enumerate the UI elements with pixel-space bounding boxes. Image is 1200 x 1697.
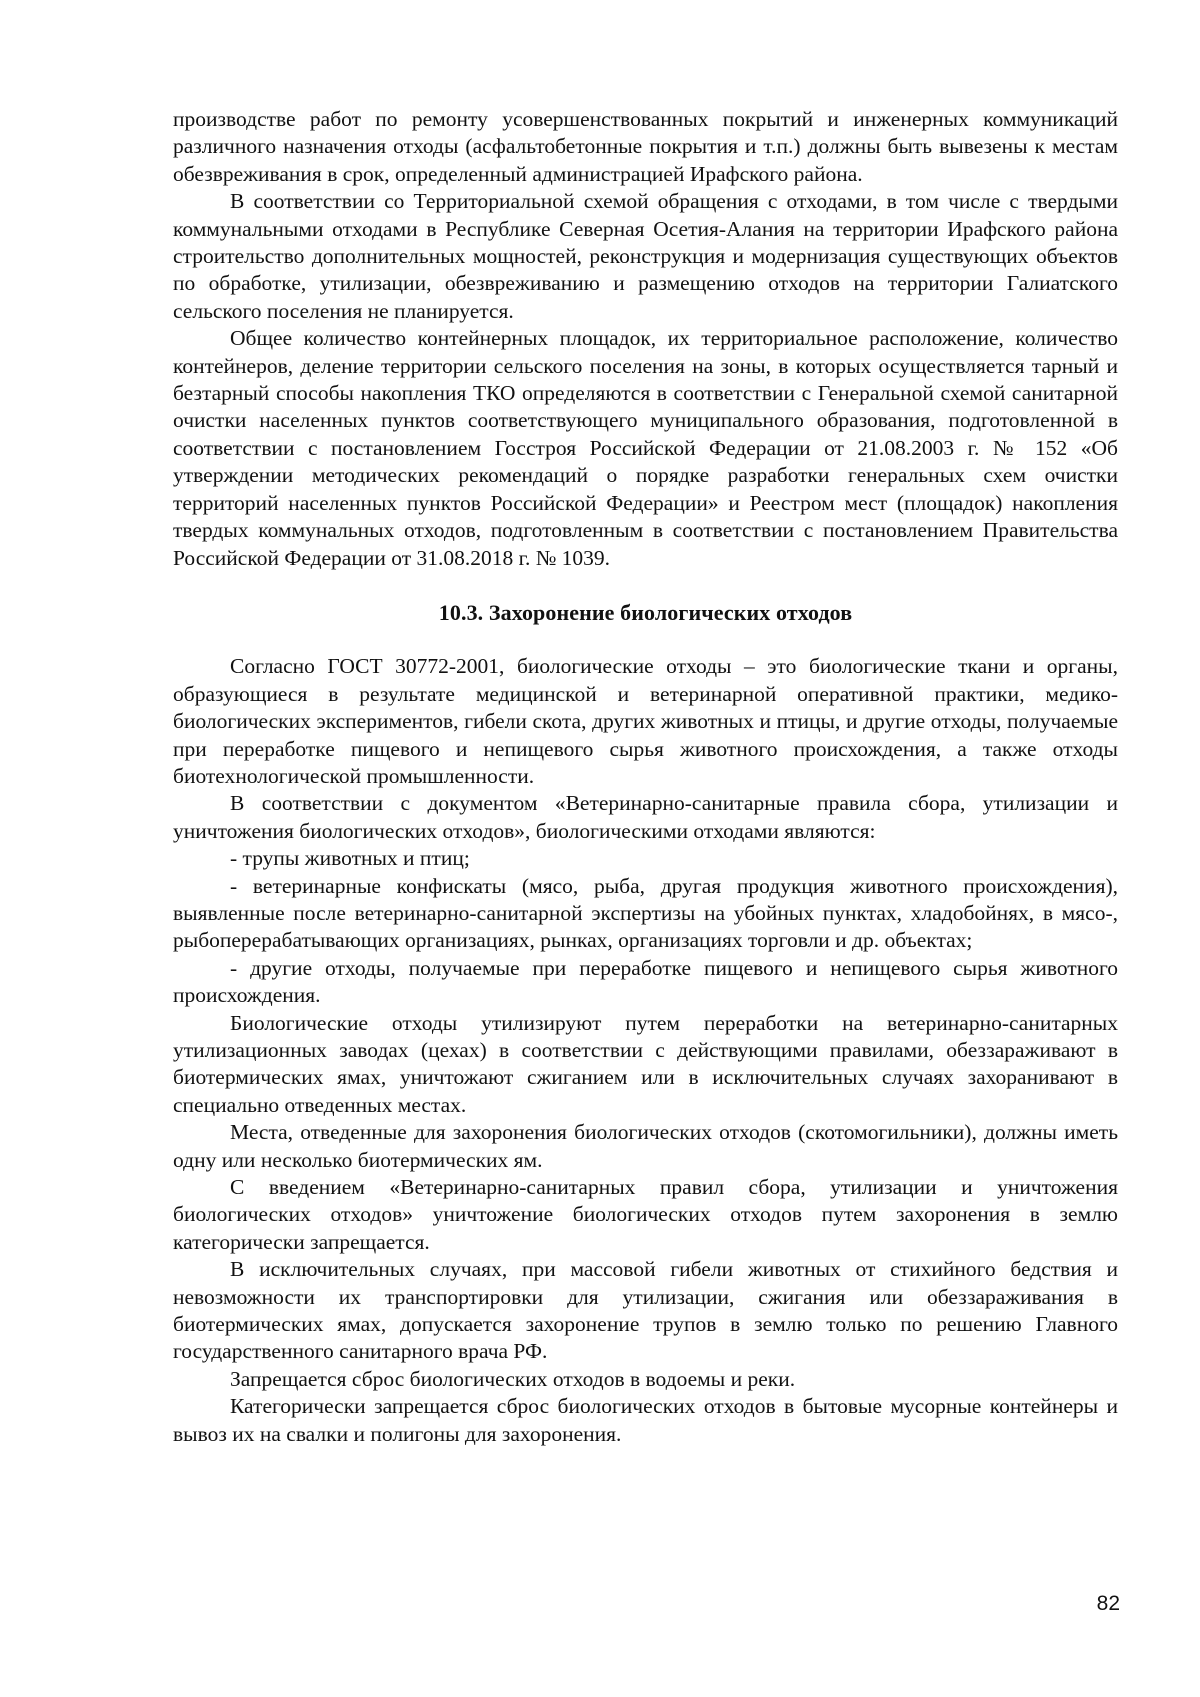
- section-heading: 10.3. Захоронение биологических отходов: [438, 599, 853, 625]
- paragraph-veterinary-rules: В соответствии с документом «Ветеринарно-санитарные правила сбора, утилизации и уничтожения биологических отходов», биологическими отходами являются:: [173, 791, 1118, 843]
- paragraph-disposal-methods: Биологические отходы утилизируют путем переработки на ветеринарно-санитарных утилизационных заводах (цехах) в соответствии с действующими правилами, обеззараживают в биотермических ямах, уничтожают сжиганием или в исключительных случаях захоранивают в специально отведенных местах.: [173, 1010, 1118, 1117]
- paragraph-exceptional-cases: В исключительных случаях, при массовой гибели животных от стихийного бедствия и невозможности их транспортировки для утилизации, сжигания или обеззараживания в биотермических ямах, допускается захоронение трупов в землю только по решению Главного государственного санитарного врача РФ.: [173, 1257, 1118, 1364]
- paragraph-territorial-scheme: В соответствии со Территориальной схемой обращения с отходами, в том числе с твердыми коммунальными отходами в Республике Северная Осетия-Алания на территории Ирафского района строительство дополнительных мощностей, реконструкция и модернизация существующих объектов по обработке, утилизации, обезвреживанию и размещению отходов на территории Галиатского сельского поселения не планируется.: [173, 189, 1118, 323]
- paragraph-gost-definition: Согласно ГОСТ 30772-2001, биологические отходы – это биологические ткани и органы, образующиеся в результате медицинской и ветеринарной оперативной практики, медико-биологических экспериментов, гибели скота, других животных и птицы, и другие отходы, получаемые при переработке пищевого и непищевого сырья животного происхождения, а также отходы биотехнологической промышленности.: [173, 654, 1118, 788]
- list-item: - другие отходы, получаемые при переработке пищевого и непищевого сырья животного происхождения.: [173, 955, 1118, 1008]
- paragraph-container-sites: Общее количество контейнерных площадок, их территориальное расположение, количество контейнеров, деление территории сельского поселения на зоны, в которых осуществляется тарный и безтарный способы накопления ТКО определяются в соответствии с Генеральной схемой санитарной очистки населенных пунктов соответствующего муниципального образования, подготовленной в соответствии с постановлением Госстроя Российской Федерации от 21.08.2003 г. № 152 «Об утверждении методических рекомендаций о порядке разработки генеральных схем очистки территорий населенных пунктов Российской Федерации» и Реестром мест (площадок) накопления твердых коммунальных отходов, подготовленным в соответствии с постановлением Правительства Российской Федерации от 31.08.2018 г. № 1039.: [173, 326, 1118, 570]
- paragraph-burial-prohibited: С введением «Ветеринарно-санитарных правил сбора, утилизации и уничтожения биологических отходов» уничтожение биологических отходов путем захоронения в землю категорически запрещается.: [173, 1175, 1118, 1254]
- list-item: - трупы животных и птиц;: [230, 846, 470, 871]
- list-item: - ветеринарные конфискаты (мясо, рыба, другая продукция животного происхождения), выявленные после ветеринарно-санитарной экспертизы на убойных пунктах, хладобойнях, в мясо-, рыбоперерабатывающих организациях, рынках, организациях торговли и др. объектах;: [173, 873, 1118, 953]
- paragraph-continuation: производстве работ по ремонту усовершенствованных покрытий и инженерных коммуникаций различного назначения отходы (асфальтобетонные покрытия и т.п.) должны быть вывезены к местам обезвреживания в срок, определенный администрацией Ирафского района.: [173, 107, 1118, 186]
- page-number: 82: [1096, 1592, 1120, 1615]
- paragraph-water-prohibition: Запрещается сброс биологических отходов в водоемы и реки.: [230, 1366, 796, 1391]
- paragraph-containers-prohibition: Категорически запрещается сброс биологических отходов в бытовые мусорные контейнеры и вывоз их на свалки и полигоны для захоронения.: [173, 1394, 1118, 1446]
- page-body: [173, 106, 1118, 1448]
- paragraph-burial-sites: Места, отведенные для захоронения биологических отходов (скотомогильники), должны иметь одну или несколько биотермических ям.: [173, 1120, 1118, 1172]
